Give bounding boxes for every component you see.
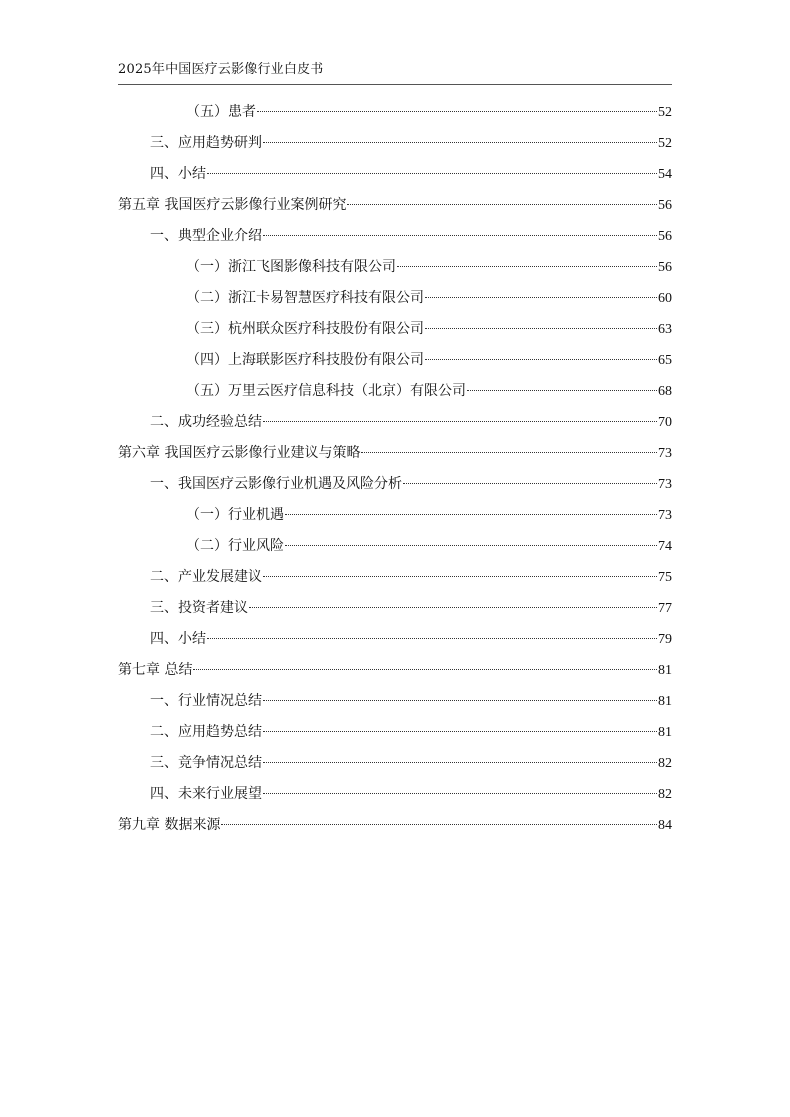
toc-entry[interactable]	[118, 779, 672, 810]
toc-entry[interactable]	[118, 624, 672, 655]
toc-page-number: 54	[658, 167, 672, 182]
toc-page-number: 52	[658, 136, 672, 151]
toc-entry-label: 一、我国医疗云影像行业机遇及风险分析	[150, 476, 402, 492]
toc-dot-leader	[285, 545, 657, 546]
toc-page-number: 77	[658, 601, 672, 616]
toc-entry[interactable]	[118, 500, 672, 531]
toc-entry[interactable]	[118, 469, 672, 500]
toc-chapter-entry[interactable]	[118, 655, 672, 686]
toc-entry-label: 第六章 我国医疗云影像行业建议与策略	[118, 445, 361, 461]
toc-dot-leader	[425, 297, 657, 298]
toc-entry[interactable]	[118, 128, 672, 159]
toc-entry[interactable]	[118, 686, 672, 717]
toc-dot-leader	[221, 824, 657, 825]
toc-entry-label: 第七章 总结	[118, 662, 193, 678]
toc-dot-leader	[263, 142, 657, 143]
toc-page-number: 73	[658, 446, 672, 461]
toc-page-number: 81	[658, 725, 672, 740]
toc-page-number: 81	[658, 694, 672, 709]
toc-entry[interactable]	[118, 407, 672, 438]
toc-page-number: 82	[658, 756, 672, 771]
toc-dot-leader	[467, 390, 657, 391]
toc-entry[interactable]	[118, 531, 672, 562]
toc-entry[interactable]	[118, 252, 672, 283]
toc-page-number: 84	[658, 818, 672, 833]
toc-dot-leader	[263, 421, 657, 422]
toc-entry[interactable]	[118, 376, 672, 407]
toc-page-number: 82	[658, 787, 672, 802]
toc-page-number: 81	[658, 663, 672, 678]
page-header-title: 2025年中国医疗云影像行业白皮书	[118, 62, 324, 77]
toc-page-number: 56	[658, 260, 672, 275]
toc-entry[interactable]	[118, 97, 672, 128]
toc-page-number: 68	[658, 384, 672, 399]
toc-dot-leader	[263, 731, 657, 732]
toc-page-number: 73	[658, 508, 672, 523]
toc-entry[interactable]	[118, 345, 672, 376]
toc-dot-leader	[425, 328, 657, 329]
toc-dot-leader	[263, 576, 657, 577]
toc-entry-label: 二、应用趋势总结	[150, 724, 262, 740]
toc-dot-leader	[263, 762, 657, 763]
toc-entry-label: （五）万里云医疗信息科技（北京）有限公司	[186, 383, 466, 399]
toc-entry-label: （二）行业风险	[186, 538, 284, 554]
toc-entry-label: （三）杭州联众医疗科技股份有限公司	[186, 321, 424, 337]
toc-dot-leader	[397, 266, 657, 267]
toc-entry-label: 二、成功经验总结	[150, 414, 262, 430]
toc-page-number: 56	[658, 229, 672, 244]
toc-page-number: 56	[658, 198, 672, 213]
toc-page-number: 73	[658, 477, 672, 492]
toc-entry[interactable]	[118, 593, 672, 624]
toc-entry-label: 三、应用趋势研判	[150, 135, 262, 151]
toc-page-number: 65	[658, 353, 672, 368]
toc-entry[interactable]	[118, 562, 672, 593]
toc-entry-label: 一、行业情况总结	[150, 693, 262, 709]
toc-entry-label: 第九章 数据来源	[118, 817, 221, 833]
toc-dot-leader	[361, 452, 657, 453]
toc-dot-leader	[193, 669, 657, 670]
toc-page-number: 70	[658, 415, 672, 430]
toc-entry-label: 第五章 我国医疗云影像行业案例研究	[118, 197, 347, 213]
toc-entry[interactable]	[118, 159, 672, 190]
toc-dot-leader	[425, 359, 657, 360]
toc-entry-label: 四、未来行业展望	[150, 786, 262, 802]
toc-dot-leader	[263, 793, 657, 794]
header-divider	[118, 84, 672, 85]
toc-dot-leader	[403, 483, 657, 484]
toc-entry[interactable]	[118, 314, 672, 345]
toc-dot-leader	[347, 204, 657, 205]
toc-entry-label: 三、投资者建议	[150, 600, 248, 616]
toc-entry-label: 三、竞争情况总结	[150, 755, 262, 771]
table-of-contents	[118, 97, 672, 841]
toc-dot-leader	[263, 235, 657, 236]
toc-page-number: 79	[658, 632, 672, 647]
toc-page-number: 60	[658, 291, 672, 306]
toc-entry[interactable]	[118, 748, 672, 779]
toc-dot-leader	[263, 700, 657, 701]
toc-entry-label: （二）浙江卡易智慧医疗科技有限公司	[186, 290, 424, 306]
toc-entry-label: 一、典型企业介绍	[150, 228, 262, 244]
toc-entry-label: 四、小结	[150, 166, 206, 182]
toc-chapter-entry[interactable]	[118, 438, 672, 469]
toc-entry[interactable]	[118, 221, 672, 252]
toc-entry-label: 二、产业发展建议	[150, 569, 262, 585]
toc-chapter-entry[interactable]	[118, 810, 672, 841]
toc-page-number: 63	[658, 322, 672, 337]
toc-entry-label: （一）浙江飞图影像科技有限公司	[186, 259, 396, 275]
toc-entry[interactable]	[118, 717, 672, 748]
toc-chapter-entry[interactable]	[118, 190, 672, 221]
toc-entry-label: （五）患者	[186, 104, 256, 120]
toc-dot-leader	[207, 638, 657, 639]
toc-dot-leader	[257, 111, 657, 112]
toc-dot-leader	[285, 514, 657, 515]
toc-page-number: 75	[658, 570, 672, 585]
toc-entry-label: （一）行业机遇	[186, 507, 284, 523]
toc-entry[interactable]	[118, 283, 672, 314]
toc-dot-leader	[207, 173, 657, 174]
toc-entry-label: （四）上海联影医疗科技股份有限公司	[186, 352, 424, 368]
toc-entry-label: 四、小结	[150, 631, 206, 647]
toc-page-number: 52	[658, 105, 672, 120]
toc-dot-leader	[249, 607, 657, 608]
toc-page-number: 74	[658, 539, 672, 554]
